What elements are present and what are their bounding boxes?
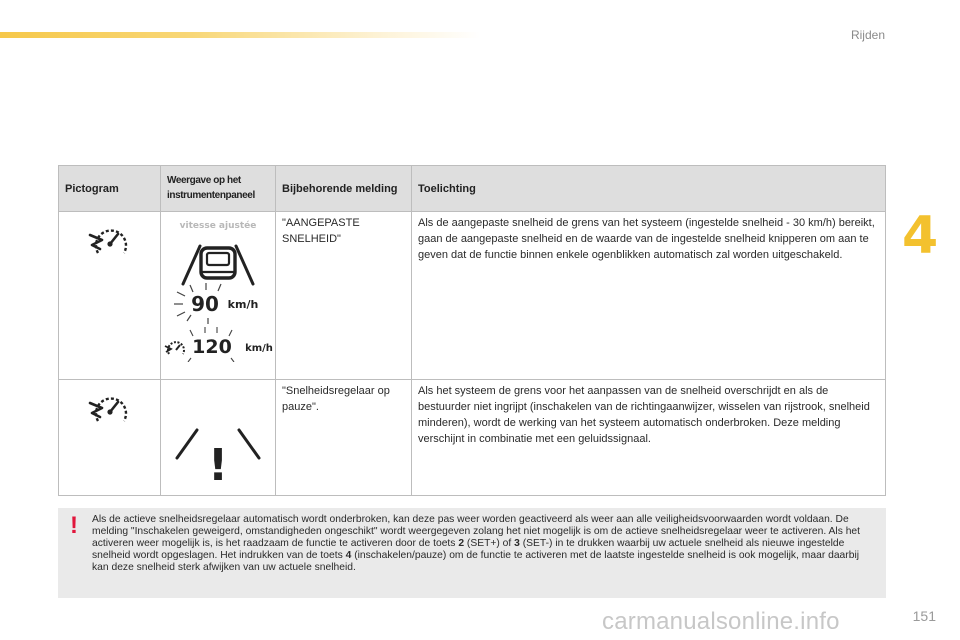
top-accent-bar xyxy=(0,32,480,38)
instrument-display-pause xyxy=(163,380,273,490)
display-unit-a: km/h xyxy=(227,298,259,311)
pause-warning-mark: ! xyxy=(207,440,229,490)
header-message: Bijbehorende melding xyxy=(276,166,412,212)
section-title: Rijden xyxy=(850,28,885,42)
speed-limiter-adjust-icon xyxy=(88,391,132,431)
table-header-row xyxy=(59,166,886,212)
message-cell: "Snelheidsregelaar op pauze". xyxy=(276,380,412,496)
warning-text: Als de actieve snelheidsregelaar automatisch wordt onderbroken, kan deze pas weer worden geactiveerd als weer aan alle veiligheidsvoorwaarden wordt voldaan. De melding "Inschakelen geweigerd, omstandigheden ongeschikt" wordt weergegeven zolang het niet mogelijk is om de actieve snelheidsregelaar weer te activeren. Als het activeren weer mogelijk is, is het raadzaam de functie te activeren door de toets 2 (SET+) of 3 (SET-) in te drukken waarbij uw actuele snelheid als nieuwe ingestelde snelheid wordt opgeslagen. Het indrukken van de toets 4 (inschakelen/pauze) om de functie te activeren met de laatste ingestelde snelheid is ook mogelijk, maar daarbij kan deze snelheid sterk afwijken van uw actuele snelheid. xyxy=(92,514,861,573)
header-display: Weergave op het instrumentenpaneel xyxy=(161,166,276,212)
car-ahead-icon xyxy=(183,246,253,284)
header-explanation: Toelichting xyxy=(412,166,886,212)
instrument-display-speed xyxy=(163,212,273,362)
display-unit-b: km/h xyxy=(245,343,273,354)
message-cell: "AANGEPASTE SNELHEID" xyxy=(276,212,412,380)
page-number: 151 xyxy=(912,608,936,624)
header-pictogram: Pictogram xyxy=(59,166,161,212)
display-cell xyxy=(161,380,276,496)
explanation-cell: Als de aangepaste snelheid de grens van het systeem (ingestelde snelheid - 30 km/h) bereikt, gaan de aangepaste snelheid en de waarde van de ingestelde snelheid knipperen om aan te geven dat de functie binnen enkele ogenblikken automatisch zal worden uitgeschakeld. xyxy=(412,212,886,380)
pictogram-cell xyxy=(59,212,161,380)
display-label: vitesse ajustée xyxy=(179,221,257,231)
pictogram-cell xyxy=(59,380,161,496)
table-row xyxy=(59,380,886,496)
chapter-number: 4 xyxy=(902,206,939,266)
watermark: carmanualsonline.info xyxy=(602,608,840,635)
info-table xyxy=(58,165,886,496)
lane-line-right xyxy=(239,430,259,458)
speed-limiter-adjust-icon xyxy=(88,223,132,263)
warning-exclamation-icon: ! xyxy=(70,512,78,539)
display-speed-b: 120 xyxy=(192,336,232,358)
lane-line-left xyxy=(177,430,197,458)
display-cell xyxy=(161,212,276,380)
explanation-cell: Als het systeem de grens voor het aanpassen van de snelheid overschrijdt en als de bestuurder niet ingrijpt (inschakelen van de richtingaanwijzer, wisselen van rijstrook, snelheid minderen), wordt de werking van het systeem automatisch onderbroken. Deze melding verschijnt in combinatie met een geluidssignaal. xyxy=(412,380,886,496)
table-row xyxy=(59,212,886,380)
display-speed-a: 90 xyxy=(191,292,219,316)
speed-limiter-small-icon xyxy=(165,342,184,354)
